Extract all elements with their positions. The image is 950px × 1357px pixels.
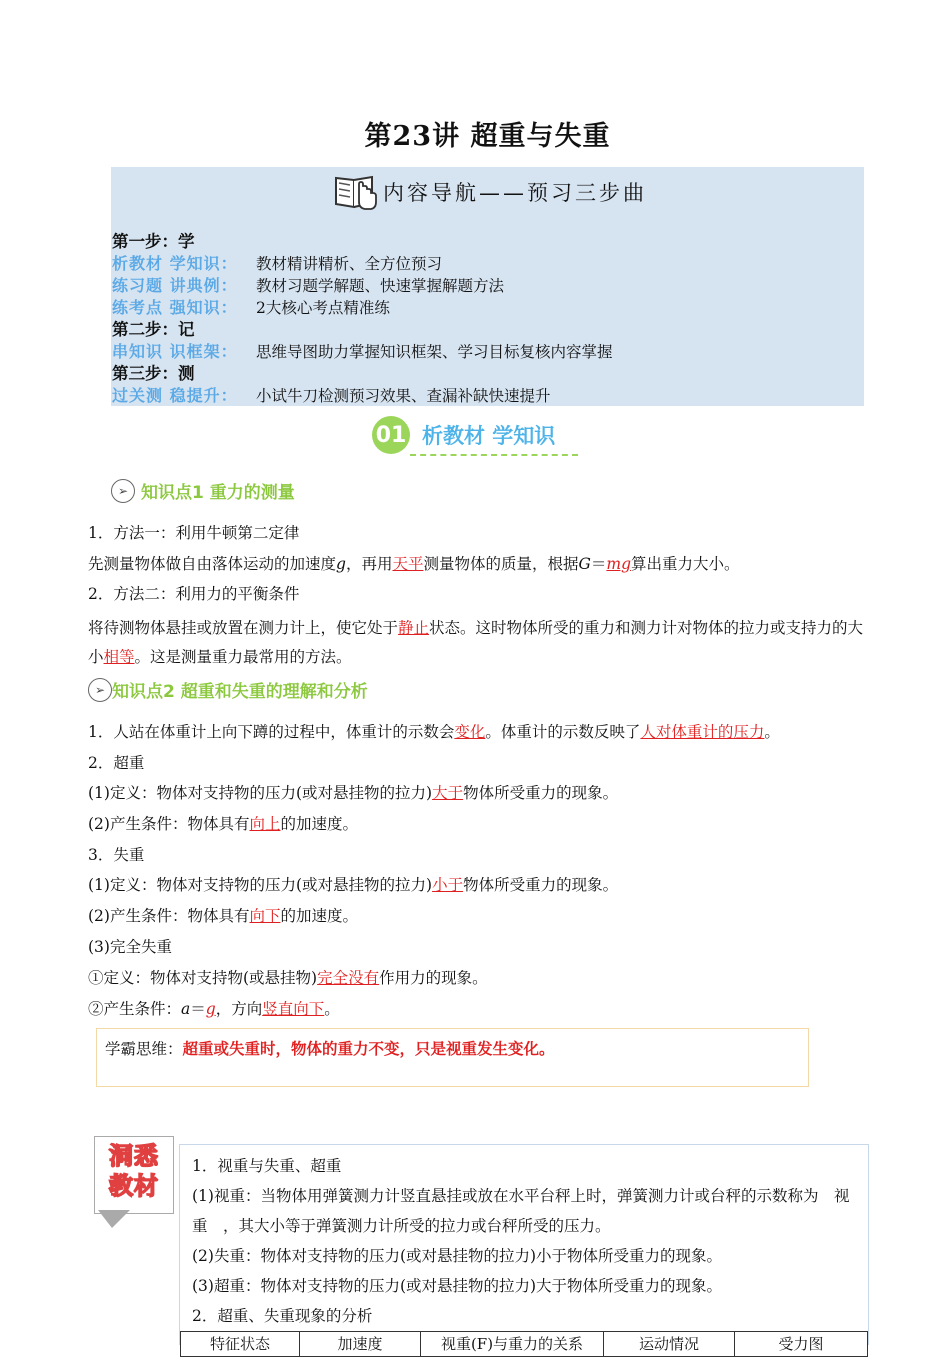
- answer-blank: 大于: [432, 784, 464, 802]
- answer-blank: mg: [606, 555, 632, 573]
- text: 。: [324, 1000, 340, 1018]
- nav-lines: [112, 231, 613, 407]
- answer-blank: 天平: [392, 555, 424, 573]
- kp2-line: [88, 967, 868, 989]
- nav-row: [112, 275, 613, 297]
- answer-blank: 向下: [249, 907, 281, 925]
- nav-row: [112, 341, 613, 363]
- kp1-line: 2．方法二：利用力的平衡条件: [88, 585, 300, 603]
- textbook-note-box: [179, 1144, 869, 1353]
- answer-blank: 静止: [398, 619, 430, 637]
- text: 状态。这时物体所受的重力和测力计对物体的拉力或支持力的大小: [88, 619, 864, 666]
- answer-blank: 完全没有: [317, 969, 380, 987]
- answer-blank: 竖直向下: [262, 1000, 325, 1018]
- text: (2)产生条件：物体具有: [88, 815, 250, 833]
- table-header-cell: 加速度: [300, 1332, 421, 1357]
- badge-tail: [98, 1210, 130, 1228]
- text: 的加速度。: [280, 815, 358, 833]
- textbook-insight-badge: [94, 1136, 174, 1214]
- symbol-a: a: [181, 1000, 191, 1018]
- tip-label: 学霸思维：: [105, 1040, 183, 1058]
- nav-row-label: 练习题 讲典例：: [112, 276, 238, 295]
- kp2-line: [88, 905, 868, 927]
- equals: ＝: [190, 1000, 206, 1018]
- nav-row: [112, 253, 613, 275]
- content-navigation-panel: [111, 167, 864, 406]
- nav-row-label: 过关测 稳提升：: [112, 386, 238, 405]
- kp1-line: 1．方法一：利用牛顿第二定律: [88, 524, 300, 542]
- page-title: 第23讲 超重与失重: [364, 121, 611, 152]
- section-divider: [410, 454, 578, 456]
- equals: ＝: [590, 555, 607, 573]
- nav-row-text: 小试牛刀检测预习效果、查漏补缺快速提升: [256, 387, 551, 405]
- knowledge-point-1-heading: [111, 478, 295, 503]
- step-three: 第三步：测: [112, 364, 195, 383]
- section-title: 析教材 学知识: [422, 424, 556, 448]
- tip-text: [105, 1037, 555, 1059]
- nav-row-text: 教材习题学解题、快速掌握解题方法: [256, 277, 505, 295]
- text: 。: [764, 723, 780, 741]
- text: 将待测物体悬挂或放置在测力计上，使它处于: [88, 619, 399, 637]
- answer-blank: 相等: [103, 648, 135, 666]
- note-line: 1．视重与失重、超重: [192, 1157, 342, 1175]
- arrow-circle-icon: ➢: [88, 678, 112, 702]
- answer-blank: 变化: [454, 723, 486, 741]
- kp2-line: 3．失重: [88, 846, 145, 864]
- answer-blank: 人对体重计的压力: [640, 723, 765, 741]
- text: (1)定义：物体对支持物的压力(或对悬挂物的拉力): [88, 876, 433, 894]
- kp2-line: [88, 813, 868, 835]
- nav-row-text: 2大核心考点精准练: [256, 299, 390, 317]
- table-header-cell: 运动情况: [604, 1332, 735, 1357]
- nav-row-label: 练考点 强知识：: [112, 298, 238, 317]
- kp1-paragraph: [88, 614, 866, 672]
- text: ②产生条件：: [88, 1000, 182, 1018]
- text: 测量物体的质量，根据: [423, 555, 579, 573]
- text: 算出重力大小。: [631, 555, 740, 573]
- knowledge-point-2-heading: [88, 677, 368, 702]
- nav-row-text: 思维导图助力掌握知识框架、学习目标复核内容掌握: [256, 343, 613, 361]
- nav-row-label: 串知识 识框架：: [112, 342, 238, 361]
- nav-row: [112, 297, 613, 319]
- table-header-row: [181, 1332, 868, 1357]
- badge-line: 洞悉: [109, 1142, 159, 1170]
- kp2-line: [88, 721, 868, 743]
- symbol-G: G: [578, 555, 591, 573]
- kp1-line: [88, 553, 868, 575]
- table-header-cell: 特征状态: [181, 1332, 300, 1357]
- knowledge-point-title: 知识点2 超重和失重的理解和分析: [112, 682, 368, 702]
- badge-label: [95, 1141, 173, 1201]
- kp2-line: 2．超重: [88, 754, 145, 772]
- tip-content: 超重或失重时，物体的重力不变，只是视重发生变化。: [182, 1039, 555, 1058]
- kp2-line: [88, 782, 868, 804]
- text: 。体重计的示数反映了: [485, 723, 641, 741]
- note-content: [192, 1151, 862, 1331]
- note-line: (3)超重：物体对支持物的压力(或对悬挂物的拉力)大于物体所受重力的现象。: [192, 1277, 723, 1295]
- table-header-cell: 受力图: [735, 1332, 868, 1357]
- text: ①定义：物体对支持物(或悬挂物): [88, 969, 318, 987]
- text: 1．人站在体重计上向下蹲的过程中，体重计的示数会: [88, 723, 455, 741]
- text: 作用力的现象。: [379, 969, 488, 987]
- book-hand-icon: [333, 172, 379, 212]
- text: 物体所受重力的现象。: [463, 876, 619, 894]
- answer-blank: 小于: [432, 876, 464, 894]
- badge-line: 教材: [109, 1172, 159, 1200]
- kp2-line: [88, 874, 868, 896]
- nav-row: [112, 385, 613, 407]
- answer-blank: g: [205, 1000, 216, 1018]
- text: ，方向: [215, 1000, 263, 1018]
- kp2-line: [88, 998, 868, 1020]
- table-header-cell: 视重(F)与重力的关系: [421, 1332, 604, 1357]
- symbol-g: g: [336, 555, 346, 573]
- nav-row-text: 教材精讲精析、全方位预习: [256, 255, 443, 273]
- answer-blank: 向上: [249, 815, 281, 833]
- note-line: 2．超重、失重现象的分析: [192, 1307, 373, 1325]
- nav-row-label: 析教材 学知识：: [112, 254, 238, 273]
- arrow-circle-icon: ➢: [111, 479, 135, 503]
- text: (1)定义：物体对支持物的压力(或对悬挂物的拉力): [88, 784, 433, 802]
- nav-header-title: 内容导航——预习三步曲: [383, 181, 647, 205]
- tip-box: [96, 1028, 809, 1087]
- section-banner: [372, 416, 555, 454]
- text: 的加速度。: [280, 907, 358, 925]
- text: (2)产生条件：物体具有: [88, 907, 250, 925]
- text: 先测量物体做自由落体运动的加速度: [88, 555, 337, 573]
- step-one: 第一步：学: [112, 232, 195, 251]
- text: ，再用: [345, 555, 393, 573]
- text: 物体所受重力的现象。: [463, 784, 619, 802]
- note-line: (1)视重：当物体用弹簧测力计竖直悬挂或放在水平台秤上时，弹簧测力计或台秤的示数称为 视重 ，其大小等于弹簧测力计所受的拉力或台秤所受的压力。: [192, 1187, 850, 1235]
- step-two: 第二步：记: [112, 320, 195, 339]
- section-number: 01: [372, 416, 410, 454]
- kp2-line: (3)完全失重: [88, 938, 172, 956]
- text: 。这是测量重力最常用的方法。: [134, 648, 352, 666]
- note-line: (2)失重：物体对支持物的压力(或对悬挂物的拉力)小于物体所受重力的现象。: [192, 1247, 723, 1265]
- analysis-table: [180, 1331, 868, 1357]
- nav-header: [333, 169, 647, 215]
- knowledge-point-title: 知识点1 重力的测量: [141, 483, 295, 503]
